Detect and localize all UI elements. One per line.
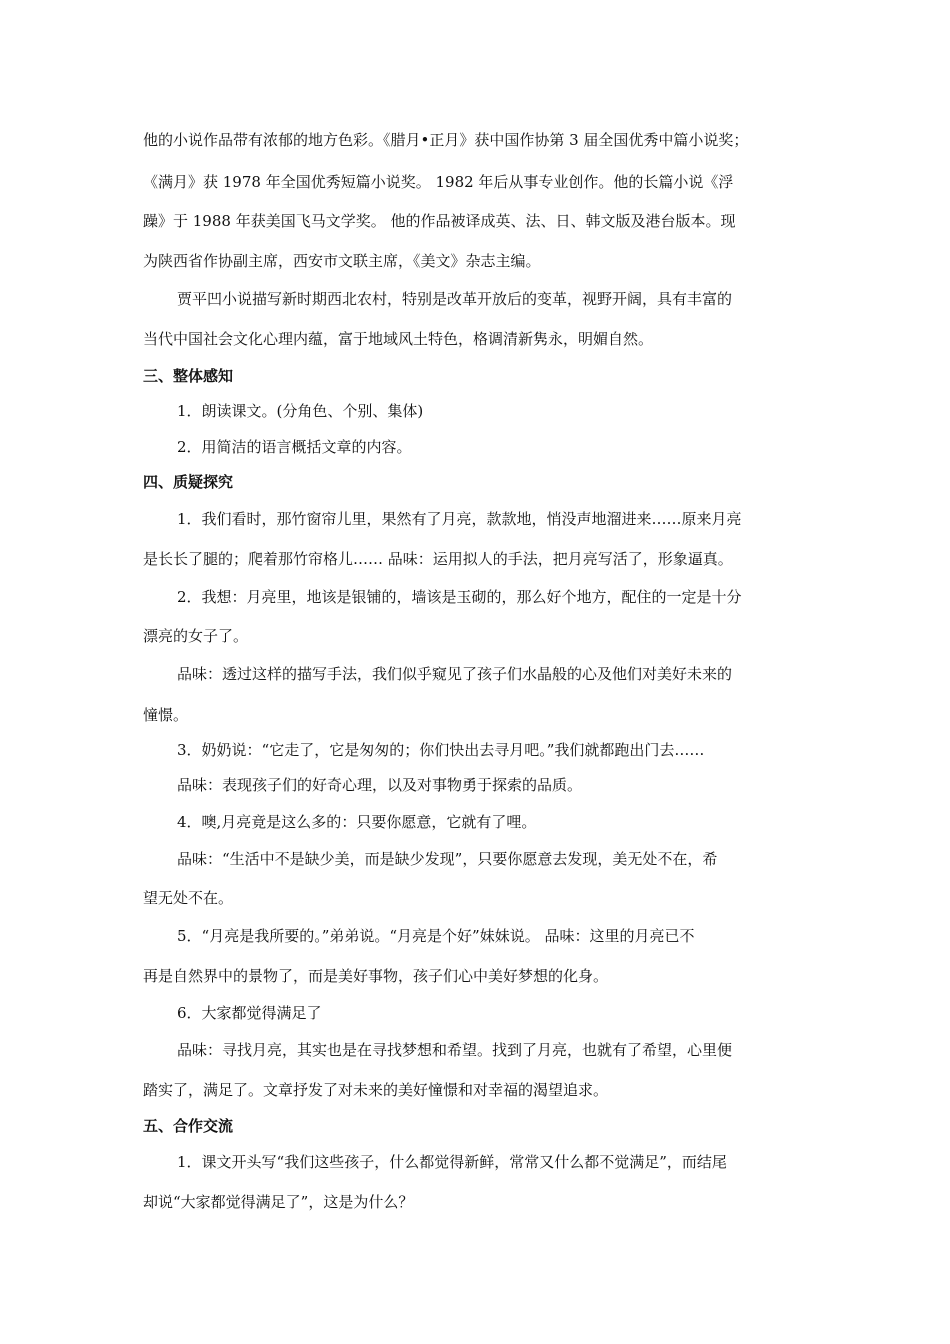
text-line: 望无处不在。: [143, 889, 234, 907]
text-line: 品味：表现孩子们的好奇心理，以及对事物勇于探索的品质。: [177, 776, 583, 794]
text-line: 他的小说作品带有浓郁的地方色彩。《腊月•正月》获中国作协第 3 届全国优秀中篇小说奖；: [143, 131, 749, 149]
section-heading: 五、合作交流: [143, 1117, 234, 1135]
text-line: 品味：透过这样的描写手法，我们似乎窥见了孩子们水晶般的心及他们对美好未来的: [177, 665, 733, 683]
text-line: 为陕西省作协副主席，西安市文联主席，《美文》杂志主编。: [143, 252, 541, 270]
text-line: 是长长了腿的；爬着那竹帘格儿…… 品味：运用拟人的手法，把月亮写活了，形象逼真。: [143, 550, 733, 568]
text-line: 再是自然界中的景物了，而是美好事物，孩子们心中美好梦想的化身。: [143, 967, 609, 985]
list-item: 1．朗读课文。(分角色、个别、集体): [177, 402, 424, 420]
text-line: 却说“大家都觉得满足了”，这是为什么？: [143, 1193, 414, 1211]
section-heading: 四、质疑探究: [143, 473, 234, 491]
text-line: 憧憬。: [143, 706, 189, 724]
section-heading: 三、整体感知: [143, 367, 234, 385]
list-item: 2．用简洁的语言概括文章的内容。: [177, 438, 412, 456]
list-item: 1．我们看时，那竹窗帘儿里，果然有了月亮，款款地，悄没声地溜进来……原来月亮: [177, 510, 742, 528]
text-line: 品味：寻找月亮，其实也是在寻找梦想和希望。找到了月亮，也就有了希望，心里便: [177, 1041, 733, 1059]
list-item: 1．课文开头写“我们这些孩子，什么都觉得新鲜，常常又什么都不觉满足”，而结尾: [177, 1153, 727, 1171]
list-item: 6．大家都觉得满足了: [177, 1004, 322, 1022]
list-item: 4．噢,月亮竟是这么多的：只要你愿意，它就有了哩。: [177, 813, 537, 831]
list-item: 2．我想：月亮里，地该是银铺的，墙该是玉砌的，那么好个地方，配住的一定是十分: [177, 588, 742, 606]
text-line: 品味：“生活中不是缺少美，而是缺少发现”，只要你愿意去发现，美无处不在，希: [177, 850, 718, 868]
list-item: 5．“月亮是我所要的。”弟弟说。“月亮是个好”妹妹说。 品味：这里的月亮已不: [177, 927, 695, 945]
list-item: 3．奶奶说：“它走了，它是匆匆的；你们快出去寻月吧。”我们就都跑出门去……: [177, 741, 705, 759]
text-line: 漂亮的女子了。: [143, 627, 249, 645]
text-line: 躁》于 1988 年获美国飞马文学奖。 他的作品被译成英、法、日、韩文版及港台版本。现: [143, 212, 736, 230]
text-line: 贾平凹小说描写新时期西北农村，特别是改革开放后的变革，视野开阔，具有丰富的: [177, 290, 733, 308]
text-line: 踏实了，满足了。文章抒发了对未来的美好憧憬和对幸福的渴望追求。: [143, 1081, 609, 1099]
text-line: 《满月》获 1978 年全国优秀短篇小说奖。 1982 年后从事专业创作。他的长篇小说《浮: [143, 173, 734, 191]
text-line: 当代中国社会文化心理内蕴，富于地域风土特色，格调清新隽永，明媚自然。: [143, 330, 654, 348]
